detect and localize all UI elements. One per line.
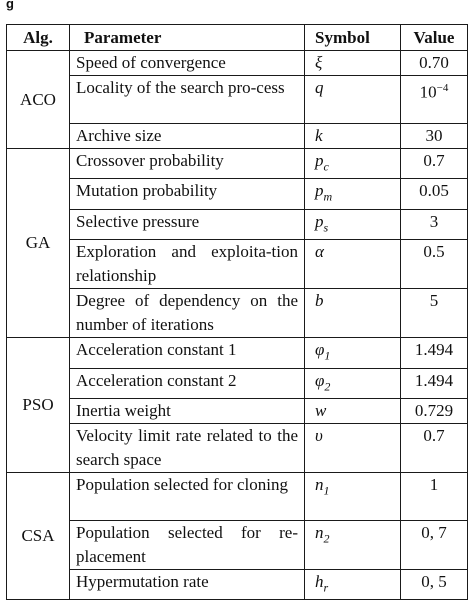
symbol-subscript: 2	[324, 378, 331, 393]
parameter-cell: Population selected for re-placement	[70, 520, 305, 569]
symbol-base: φ	[315, 340, 325, 360]
parameter-cell: Mutation probability	[70, 179, 305, 209]
symbol-base: p	[315, 181, 324, 201]
value-cell: 30	[401, 124, 468, 149]
value-cell: 1.494	[401, 338, 468, 368]
header-value: Value	[401, 25, 468, 51]
value-cell: 0.05	[401, 179, 468, 209]
table-row	[7, 398, 468, 423]
symbol-base: h	[315, 571, 324, 591]
symbol-subscript: m	[323, 189, 333, 204]
symbol-subscript: c	[323, 159, 329, 174]
symbol-base: φ	[315, 370, 325, 390]
parameter-cell: Acceleration constant 1	[70, 338, 305, 368]
value-cell	[401, 76, 468, 124]
symbol-cell	[305, 289, 401, 338]
table-row	[7, 569, 468, 599]
value-cell: 0, 7	[401, 520, 468, 569]
value-cell: 0.729	[401, 398, 468, 423]
symbol-cell	[305, 124, 401, 149]
symbol-cell	[305, 338, 401, 368]
symbol-base: α	[315, 242, 324, 262]
value-cell: 1.494	[401, 368, 468, 398]
symbol-base: n	[315, 474, 324, 494]
symbol-base: ξ	[315, 53, 323, 72]
table-row	[7, 209, 468, 239]
symbol-base: w	[315, 400, 327, 420]
table-row	[7, 368, 468, 398]
value-exponent: −4	[436, 82, 449, 94]
symbol-cell	[305, 398, 401, 423]
parameter-cell: Exploration and exploita-tion relationship	[70, 240, 305, 289]
value-base: 10	[419, 82, 437, 102]
symbol-cell	[305, 51, 401, 76]
parameter-cell: Selective pressure	[70, 209, 305, 239]
symbol-subscript: s	[323, 220, 329, 235]
header-symbol: Symbol	[305, 25, 401, 51]
table-row	[7, 124, 468, 149]
value-cell: 0, 5	[401, 569, 468, 599]
value-cell: 0.70	[401, 51, 468, 76]
value-cell: 0.7	[401, 149, 468, 179]
symbol-cell	[305, 520, 401, 569]
symbol-subscript: 1	[323, 483, 330, 498]
table-row	[7, 149, 468, 179]
parameter-cell: Locality of the search pro-cess	[70, 76, 305, 124]
table-row	[7, 338, 468, 368]
symbol-cell	[305, 423, 401, 472]
parameters-table	[6, 24, 468, 600]
header-parameter: Parameter	[70, 25, 305, 51]
symbol-cell	[305, 149, 401, 179]
parameter-cell: Velocity limit rate related to the search space	[70, 423, 305, 472]
alg-cell-aco: ACO	[7, 51, 70, 149]
parameter-cell: Hypermutation rate	[70, 569, 305, 599]
symbol-base: q	[315, 78, 324, 97]
header-row	[7, 25, 468, 51]
symbol-cell	[305, 209, 401, 239]
symbol-subscript: 2	[323, 531, 330, 546]
symbol-base: p	[315, 211, 324, 231]
value-cell: 5	[401, 289, 468, 338]
parameter-cell: Degree of dependency on the number of iterations	[70, 289, 305, 338]
symbol-base: b	[315, 291, 324, 311]
symbol-subscript: r	[323, 580, 329, 595]
parameter-cell: Inertia weight	[70, 398, 305, 423]
symbol-base: k	[315, 126, 323, 145]
table-row	[7, 76, 468, 124]
symbol-cell	[305, 76, 401, 124]
alg-cell-ga: GA	[7, 149, 70, 338]
symbol-cell	[305, 368, 401, 398]
table-row	[7, 520, 468, 569]
table-row	[7, 51, 468, 76]
symbol-base: n	[315, 522, 324, 542]
value-cell: 0.7	[401, 423, 468, 472]
value-cell: 1	[401, 472, 468, 520]
caption-fragment: g	[6, 0, 14, 11]
symbol-cell	[305, 240, 401, 289]
table-row	[7, 240, 468, 289]
symbol-base: p	[315, 151, 324, 170]
symbol-cell	[305, 472, 401, 520]
symbol-base: υ	[315, 425, 323, 445]
parameter-cell: Population selected for cloning	[70, 472, 305, 520]
value-cell: 3	[401, 209, 468, 239]
value-cell: 0.5	[401, 240, 468, 289]
parameter-cell: Archive size	[70, 124, 305, 149]
alg-cell-csa: CSA	[7, 472, 70, 599]
table-row	[7, 423, 468, 472]
alg-cell-pso: PSO	[7, 338, 70, 473]
table-row	[7, 179, 468, 209]
symbol-subscript: 1	[324, 348, 331, 363]
table-row	[7, 289, 468, 338]
symbol-cell	[305, 569, 401, 599]
parameter-cell: Crossover probability	[70, 149, 305, 179]
symbol-cell	[305, 179, 401, 209]
parameter-cell: Acceleration constant 2	[70, 368, 305, 398]
table-row	[7, 472, 468, 520]
header-alg: Alg.	[7, 25, 70, 51]
parameter-cell: Speed of convergence	[70, 51, 305, 76]
